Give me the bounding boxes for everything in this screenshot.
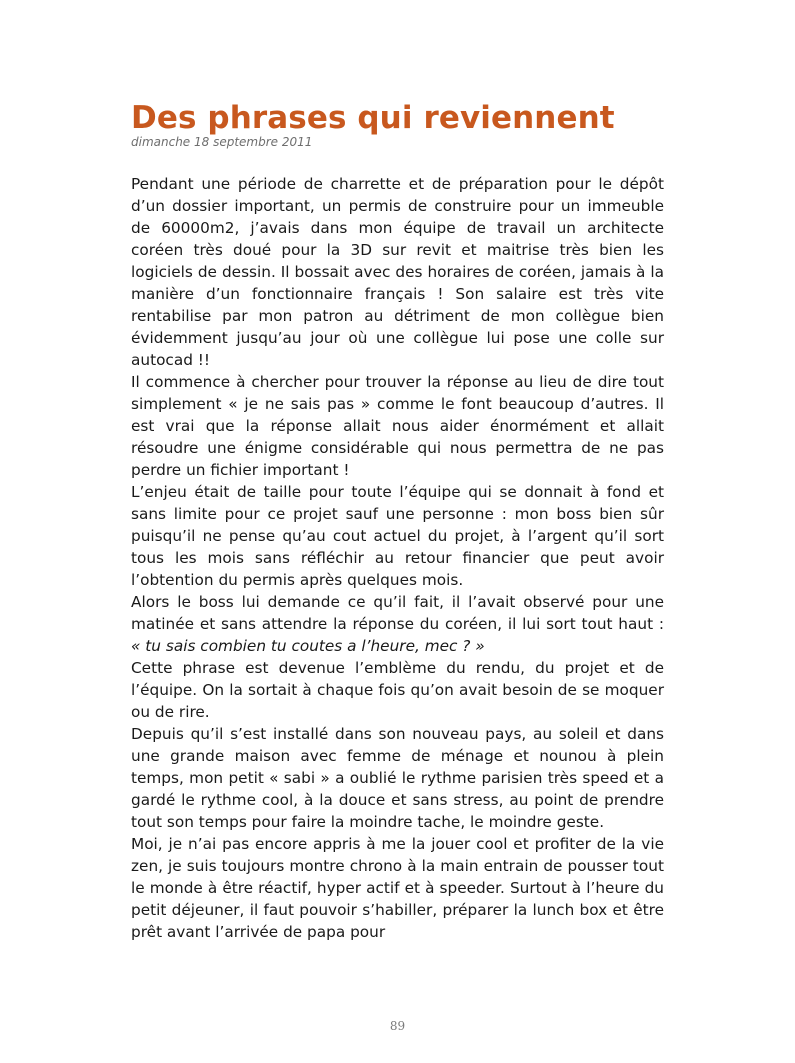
article-title: Des phrases qui reviennent bbox=[131, 100, 615, 136]
boss-quote: « tu sais combien tu coutes a l’heure, mec ? » bbox=[131, 637, 485, 655]
article-date: dimanche 18 septembre 2011 bbox=[131, 135, 313, 149]
paragraph: Cette phrase est devenue l’emblème du rendu, du projet et de l’équipe. On la sortait à chaque fois qu’on avait besoin de se moquer ou de rire. bbox=[131, 659, 664, 721]
paragraph: Il commence à chercher pour trouver la réponse au lieu de dire tout simplement « je ne sais pas » comme le font beaucoup d’autres. Il est vrai que la réponse allait nous aider énormément et allait résoudre une énigme considérable qui nous permettra de ne pas perdre un fichier important ! bbox=[131, 373, 664, 479]
paragraph: L’enjeu était de taille pour toute l’équipe qui se donnait à fond et sans limite pour ce projet sauf une personne : mon boss bien sûr puisqu’il ne pense qu’au cout actuel du projet, à l’argent qu’il sort tous les mois sans réfléchir au retour financier que peut avoir l’obtention du permis après quelques mois. bbox=[131, 483, 664, 589]
paragraph: Pendant une période de charrette et de préparation pour le dépôt d’un dossier important, un permis de construire pour un immeuble de 60000m2, j’avais dans mon équipe de travail un architecte coréen très doué pour la 3D sur revit et maitrise très bien les logiciels de dessin. Il bossait avec des horaires de coréen, jamais à la manière d’un fonctionnaire français ! Son salaire est très vite rentabilise par mon patron au détriment de mon collègue bien évidemment jusqu’au jour où une collègue lui pose une colle sur autocad !! bbox=[131, 175, 664, 369]
paragraph-lead: Alors le boss lui demande ce qu’il fait, il l’avait observé pour une matinée et sans attendre la réponse du coréen, il lui sort tout haut : bbox=[131, 593, 664, 633]
page-number: 89 bbox=[389, 1019, 406, 1033]
paragraph: Moi, je n’ai pas encore appris à me la jouer cool et profiter de la vie zen, je suis toujours montre chrono à la main entrain de pousser tout le monde à être réactif, hyper actif et à speeder. Surtout à l’heure du petit déjeuner, il faut pouvoir s’habiller, préparer la lunch box et être prêt avant l’arrivée de papa pour bbox=[131, 835, 664, 941]
paragraph: Depuis qu’il s’est installé dans son nouveau pays, au soleil et dans une grande maison avec femme de ménage et nounou à plein temps, mon petit « sabi » a oublié le rythme parisien très speed et a gardé le rythme cool, à la douce et sans stress, au point de prendre tout son temps pour faire la moindre tache, le moindre geste. bbox=[131, 725, 664, 831]
paragraph-boss-quote bbox=[131, 591, 664, 657]
article-body bbox=[131, 173, 664, 943]
